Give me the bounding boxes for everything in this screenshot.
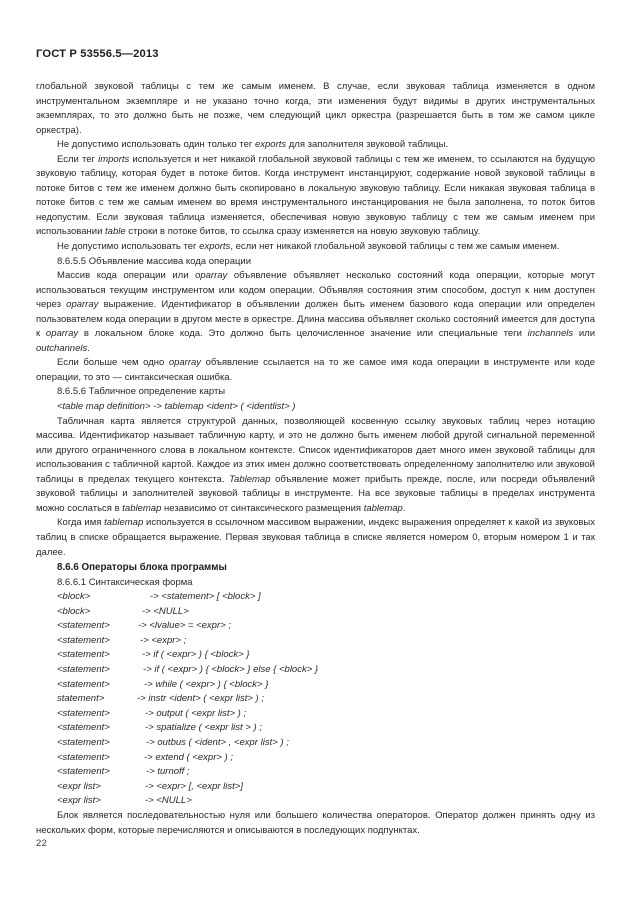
grammar-rule-arrow: ->	[146, 766, 155, 778]
grammar-rule-arrow: ->	[142, 605, 151, 617]
term-oparray-4: oparray	[168, 357, 202, 369]
page-content	[36, 80, 595, 838]
term-tablemap-2: tablemap	[122, 502, 162, 514]
grammar-rule-rhs: <NULL>	[153, 795, 192, 807]
grammar-rule	[36, 605, 595, 620]
grammar-rule	[36, 751, 595, 766]
term-exports-2: exports	[199, 241, 231, 253]
grammar-rule-arrow: ->	[144, 678, 153, 690]
paragraph-5-m4: или	[573, 328, 596, 340]
grammar-rule-arrow: ->	[138, 620, 147, 632]
heading-8-6-6: 8.6.6 Операторы блока программы	[57, 562, 227, 574]
paragraph-4-post: , если нет никакой глобальной звуковой таблицы с тем же самым именем.	[230, 241, 560, 253]
paragraph-8	[36, 516, 595, 560]
paragraph-7	[36, 415, 595, 517]
grammar-rule-rhs: while ( <expr> ) { <block> }	[152, 678, 269, 690]
paragraph-3-pre: Если тег	[57, 153, 99, 165]
term-inchannels: inchannels	[527, 328, 574, 340]
paragraph-8-pre: Когда имя	[57, 517, 105, 529]
paragraph-3-mid: используется и нет никакой глобальной звуковой таблицы с тем же именем, то ссылаются на будущую звуковую таблицу, которая будет в потоке битов. Когда инструмент инстанцируют, содержание новой звуковой таблицы в потоке битов с тем же именем должно быть скопировано в локальную звуковую таблицу. Если никакая звуковая таблица в потоке битов с тем же самым именем во время инструментального инстанцирования не была заполнена, то поток битов недопустим. Если звуковая таблица изменяется, обеспечивая новую звуковую таблицу с тем же самым именем при использовании	[36, 153, 595, 238]
grammar-rule-arrow: ->	[145, 780, 154, 792]
grammar-rule-rhs: <expr> ;	[148, 634, 187, 646]
term-oparray-3: oparray	[45, 328, 79, 340]
grammar-rule-lhs: <expr list>	[57, 795, 101, 807]
paragraph-7-pre: Табличная карта является структурой данных, позволяющей косвенную ссылку звуковых таблиц через нотацию массива. Идентификатор называет табличную карту, и это не должно быть именем любой другой сигнальной переменной или другого ограниченного слова в локальном контексте. Список идентификаторов дает много имен звуковой таблицы для использования с табличной картой. Каждое из этих имен должно соответствовать определенному заполнителю или звуковой таблицы в пределах текущего контекста.	[36, 415, 595, 485]
grammar-rule-rhs: spatialize ( <expr list > ) ;	[153, 722, 262, 734]
grammar-rule-arrow: ->	[145, 707, 154, 719]
grammar-rule	[36, 634, 595, 649]
grammar-rule-lhs: <statement>	[57, 737, 110, 749]
paragraph-5-m2: выражение. Идентификатор в объявлении должен быть именем базового кода операции или определен пользователем кода операции в другом месте в оркестре. Длина массива объявляет сколько состояний имеется для доступа к	[36, 299, 596, 340]
heading-8-6-5-5: 8.6.5.5 Объявление массива кода операции	[57, 255, 252, 267]
grammar-rule-lhs: <statement>	[57, 707, 110, 719]
grammar-rule-rhs: output ( <expr list> ) ;	[153, 707, 247, 719]
grammar-rule	[36, 619, 595, 634]
grammar-rule-arrow: ->	[142, 649, 151, 661]
paragraph-6-pre: Если больше чем одно	[57, 357, 169, 369]
grammar-rule	[36, 590, 595, 605]
paragraph-1-text: глобальной звуковой таблицы с тем же самым именем. В случае, если звуковая таблица изменяется в одном инструментальном экземпляре и не указано точно когда, эти изменения будут видимы в других инструментальных экземплярах, то это должно быть не позже, чем следующий цикл оркестра (разрешается быть в том же самом цикле оркестра).	[36, 81, 595, 136]
grammar-rule	[36, 736, 595, 751]
term-tablemap-1: Tablemap	[229, 473, 271, 485]
grammar-rule-arrow: ->	[140, 634, 149, 646]
paragraph-9-text: Блок является последовательностью нуля или большего количества операторов. Оператор должен принять одну из нескольких форм, которые перечисляются и описываются в последующих подпунктах.	[36, 810, 595, 836]
grammar-rule-lhs: <statement>	[57, 620, 110, 632]
grammar-rule-lhs: <statement>	[57, 751, 110, 763]
paragraph-6	[36, 356, 595, 385]
paragraph-5-post: .	[87, 342, 90, 354]
paragraph-6-post: объявление ссылается на то же самое имя кода операции в инструменте или коде операции, то это — синтаксическая ошибка.	[36, 357, 595, 383]
term-tablemap-4: tablemap	[104, 517, 144, 529]
paragraph-4-pre: Не допустимо использовать тег	[57, 241, 200, 253]
paragraph-8-post: используется в ссылочном массивом выражении, индекс выражения определяет к какой из звуковых таблиц в списке обращается выражение. Первая звуковая таблица в списке является номером 0, вторым номером 1 и так далее.	[36, 517, 595, 558]
grammar-rule-arrow: ->	[145, 795, 154, 807]
grammar-rule-arrow: ->	[137, 693, 146, 705]
paragraph-5	[36, 269, 595, 356]
grammar-tablemap-definition: <table map definition> -> tablemap <ident> ( <identlist> )	[57, 401, 296, 413]
grammar-rule-lhs: <statement>	[57, 634, 110, 646]
grammar-rule	[36, 765, 595, 780]
term-oparray-1: oparray	[195, 270, 228, 282]
grammar-production-list	[36, 590, 595, 809]
grammar-rule-lhs: <statement>	[57, 722, 110, 734]
grammar-rule-lhs: <statement>	[57, 678, 110, 690]
paragraph-3-post: строки в потоке битов, то ссылка сразу изменяется на новую звуковую таблицу.	[125, 226, 481, 238]
grammar-rule	[36, 678, 595, 693]
term-tablemap-3: tablemap	[363, 502, 403, 514]
grammar-rule	[36, 780, 595, 795]
paragraph-7-post: .	[402, 502, 406, 514]
grammar-rule-arrow: ->	[145, 722, 154, 734]
grammar-rule	[36, 663, 595, 678]
paragraph-5-pre: Массив кода операции или	[57, 270, 196, 282]
paragraph-1	[36, 80, 595, 138]
grammar-rule-lhs: <block>	[57, 605, 91, 617]
grammar-rule-rhs: outbus ( <ident> , <expr list> ) ;	[154, 737, 289, 749]
grammar-rule-rhs: turnoff ;	[154, 766, 190, 778]
heading-8-6-6-1: 8.6.6.1 Синтаксическая форма	[57, 576, 193, 588]
grammar-rule-lhs: <expr list>	[57, 780, 101, 792]
grammar-rule-lhs: <statement>	[57, 649, 110, 661]
paragraph-2	[36, 138, 595, 153]
page-number: 22	[36, 838, 48, 849]
heading-8-6-5-6: 8.6.5.6 Табличное определение карты	[57, 386, 226, 398]
grammar-rule-rhs: if ( <expr> ) { <block> }	[150, 649, 250, 661]
paragraph-2-post: для заполнителя звуковой таблицы.	[286, 139, 449, 151]
paragraph-7-m1: объявление может прибыть прежде, после, или посреди объявлений звуковой таблицы и заполнителей звуковой таблицы в инструменте. На все звуковые таблицы в пределах инструмента можно сослаться в	[36, 473, 595, 514]
grammar-rule	[36, 648, 595, 663]
grammar-rule-lhs: <block>	[57, 591, 91, 603]
grammar-rule-arrow: ->	[144, 751, 153, 763]
term-table: table	[105, 226, 126, 238]
paragraph-5-m3: в локальном блоке кода. Это должно быть целочисленное значение или специальные теги	[78, 328, 528, 340]
grammar-rule-arrow: ->	[150, 591, 159, 603]
grammar-rule-rhs: if ( <expr> ) { <block> } else { <block> }	[151, 664, 319, 676]
page-header: ГОСТ Р 53556.5—2013	[36, 48, 159, 60]
term-exports: exports	[254, 139, 287, 151]
grammar-rule-lhs: <statement>	[57, 766, 110, 778]
grammar-rule-rhs: instr <ident> ( <expr list> ) ;	[145, 693, 264, 705]
grammar-rule-lhs: statement>	[57, 693, 105, 705]
grammar-rule-lhs: <statement>	[57, 664, 110, 676]
paragraph-7-m2: независимо от синтаксического размещения	[161, 502, 364, 514]
paragraph-3	[36, 153, 595, 240]
grammar-rule	[36, 794, 595, 809]
grammar-rule-arrow: ->	[146, 737, 155, 749]
paragraph-2-pre: Не допустимо использовать один только тег	[57, 139, 255, 151]
term-imports: imports	[98, 153, 130, 165]
grammar-rule-rhs: extend ( <expr> ) ;	[152, 751, 233, 763]
grammar-rule	[36, 692, 595, 707]
term-oparray-2: oparray	[66, 299, 99, 311]
grammar-rule-rhs: <statement> [ <block> ]	[158, 591, 261, 603]
grammar-rule-arrow: ->	[143, 664, 152, 676]
grammar-rule-rhs: <lvalue> = <expr> ;	[146, 620, 231, 632]
paragraph-9	[36, 809, 595, 838]
term-outchannels: outchannels	[36, 342, 88, 354]
paragraph-5-m1: объявление объявляет несколько состояний кода операции, которые могут использоваться текущим инструментом или кодом операции. Объявляя состояния этим способом, доступ к ним доступен через	[36, 270, 595, 311]
paragraph-4	[36, 240, 595, 255]
grammar-rule	[36, 721, 595, 736]
grammar-rule-rhs: <NULL>	[150, 605, 189, 617]
grammar-rule-rhs: <expr> [, <expr list>]	[153, 780, 243, 792]
grammar-rule	[36, 707, 595, 722]
